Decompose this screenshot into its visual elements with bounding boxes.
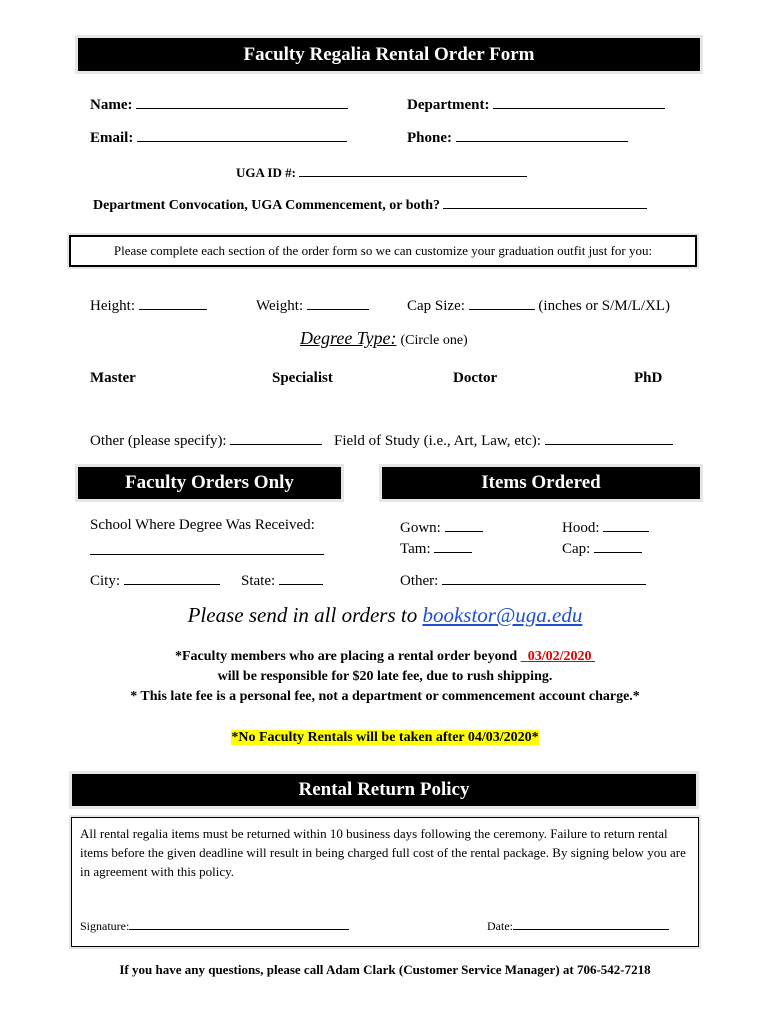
tam-label: Tam: bbox=[400, 541, 431, 557]
cap-field bbox=[562, 538, 642, 558]
name-label: Name: bbox=[90, 97, 133, 113]
send-orders-text: Please send in all orders to bbox=[187, 603, 418, 627]
degree-type-heading bbox=[300, 328, 468, 349]
tam-input-line[interactable] bbox=[434, 538, 472, 553]
hood-input-line[interactable] bbox=[603, 517, 649, 532]
cap-label: Cap: bbox=[562, 541, 591, 557]
gown-label: Gown: bbox=[400, 520, 441, 536]
field-of-study-input-line[interactable] bbox=[545, 430, 673, 445]
school-label: School Where Degree Was Received: bbox=[90, 517, 315, 533]
other-item-label: Other: bbox=[400, 573, 439, 589]
degree-option-doctor[interactable]: Doctor bbox=[453, 370, 498, 386]
ceremony-question: Department Convocation, UGA Commencement, or both? bbox=[93, 198, 440, 213]
name-input-line[interactable] bbox=[136, 94, 348, 109]
ceremony-field bbox=[93, 194, 647, 214]
date-input-line[interactable] bbox=[513, 917, 669, 930]
footer-contact: If you have any questions, please call Adam Clark (Customer Service Manager) at 706-542-7218 bbox=[119, 962, 651, 977]
phone-field bbox=[407, 127, 628, 147]
phone-label: Phone: bbox=[407, 130, 452, 146]
return-policy-box bbox=[71, 817, 699, 947]
instructions-box bbox=[69, 235, 697, 267]
late-fee-line-1 bbox=[0, 649, 770, 665]
department-label: Department: bbox=[407, 97, 490, 113]
cap-size-label: Cap Size: bbox=[407, 298, 465, 314]
uga-id-field bbox=[236, 162, 527, 181]
instructions-text: Please complete each section of the order form so we can customize your graduation outfit just for you: bbox=[113, 243, 653, 258]
return-policy-text: All rental regalia items must be returned within 10 business days following the ceremony. Failure to return rental items before the given deadline will result in being charged full cost of the rental package. By signing below you are in agreement with this policy. bbox=[80, 826, 686, 879]
cap-size-hint: (inches or S/M/L/XL) bbox=[538, 298, 671, 314]
signature-field bbox=[80, 917, 349, 934]
date-field bbox=[487, 917, 669, 934]
items-ordered-header: Items Ordered bbox=[382, 467, 700, 499]
late-fee-prefix: *Faculty members who are placing a rental order beyond bbox=[175, 649, 518, 664]
uga-id-label: UGA ID #: bbox=[236, 165, 296, 180]
school-input-line[interactable] bbox=[90, 540, 324, 555]
department-field bbox=[407, 94, 665, 114]
phone-input-line[interactable] bbox=[456, 127, 628, 142]
hood-label: Hood: bbox=[562, 520, 600, 536]
height-label: Height: bbox=[90, 298, 135, 314]
height-input-line[interactable] bbox=[139, 295, 207, 310]
other-item-field bbox=[400, 570, 646, 590]
email-label: Email: bbox=[90, 130, 134, 146]
email-field bbox=[90, 127, 347, 147]
send-orders-line bbox=[0, 603, 770, 628]
degree-option-master[interactable]: Master bbox=[90, 370, 136, 386]
uga-id-input-line[interactable] bbox=[299, 162, 527, 177]
degree-type-hint: (Circle one) bbox=[400, 333, 468, 348]
hood-field bbox=[562, 517, 649, 537]
degree-type-label: Degree Type: bbox=[300, 328, 397, 348]
deadline-date: 03/02/2020 bbox=[527, 649, 592, 664]
tam-field bbox=[400, 538, 472, 558]
other-degree-label: Other (please specify): bbox=[90, 433, 227, 449]
state-field bbox=[241, 570, 323, 590]
height-field bbox=[90, 295, 207, 315]
faculty-orders-header: Faculty Orders Only bbox=[78, 467, 341, 499]
degree-option-phd[interactable]: PhD bbox=[634, 370, 663, 386]
name-field bbox=[90, 94, 348, 114]
form-title: Faculty Regalia Rental Order Form bbox=[78, 38, 700, 71]
weight-field bbox=[256, 295, 369, 315]
weight-input-line[interactable] bbox=[307, 295, 369, 310]
late-fee-deadline bbox=[521, 649, 595, 664]
signature-label: Signature: bbox=[80, 919, 130, 933]
field-of-study-label: Field of Study (i.e., Art, Law, etc): bbox=[334, 433, 541, 449]
late-fee-line-2: will be responsible for $20 late fee, due to rush shipping. bbox=[217, 669, 553, 684]
city-field bbox=[90, 570, 220, 590]
orders-email-link[interactable]: bookstor@uga.edu bbox=[422, 603, 583, 627]
city-label: City: bbox=[90, 573, 121, 589]
cap-input-line[interactable] bbox=[594, 538, 642, 553]
email-input-line[interactable] bbox=[137, 127, 347, 142]
cutoff-notice: *No Faculty Rentals will be taken after 04/03/2020* bbox=[231, 730, 539, 745]
field-of-study-field bbox=[334, 430, 673, 450]
city-input-line[interactable] bbox=[124, 570, 220, 585]
cap-size-input-line[interactable] bbox=[469, 295, 535, 310]
other-item-input-line[interactable] bbox=[442, 570, 646, 585]
state-input-line[interactable] bbox=[279, 570, 323, 585]
ceremony-input-line[interactable] bbox=[443, 194, 647, 209]
cutoff-notice-row bbox=[0, 730, 770, 746]
degree-option-specialist[interactable]: Specialist bbox=[272, 370, 333, 386]
date-label: Date: bbox=[487, 919, 513, 933]
signature-input-line[interactable] bbox=[129, 917, 349, 930]
other-degree-field bbox=[90, 430, 322, 450]
late-fee-line-3: * This late fee is a personal fee, not a department or commencement account charge.* bbox=[130, 689, 640, 704]
state-label: State: bbox=[241, 573, 276, 589]
gown-input-line[interactable] bbox=[445, 517, 483, 532]
cap-size-field bbox=[407, 295, 670, 315]
other-degree-input-line[interactable] bbox=[230, 430, 322, 445]
gown-field bbox=[400, 517, 483, 537]
department-input-line[interactable] bbox=[493, 94, 665, 109]
weight-label: Weight: bbox=[256, 298, 304, 314]
return-policy-header: Rental Return Policy bbox=[72, 774, 696, 806]
